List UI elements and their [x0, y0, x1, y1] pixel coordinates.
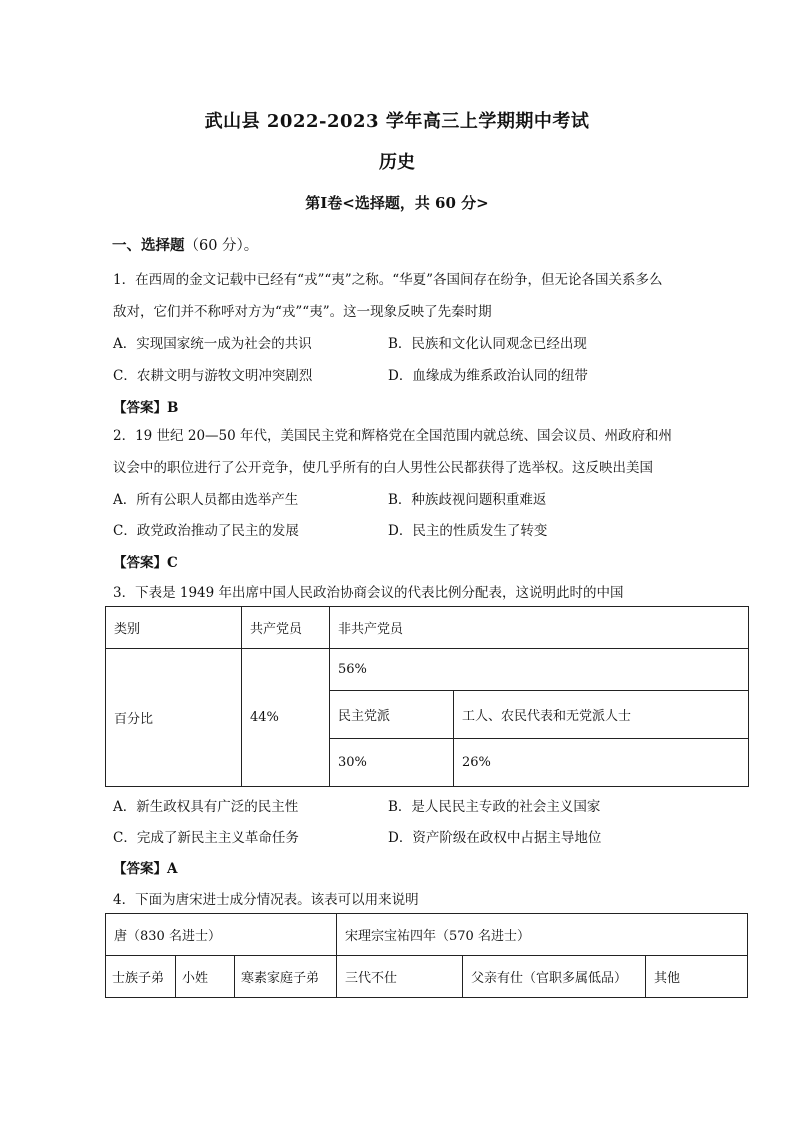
- q3-stem: 3．下表是 1949 年出席中国人民政治协商会议的代表比例分配表，这说明此时的中国: [113, 585, 624, 601]
- q2-option-c: C．政党政治推动了民主的发展: [113, 523, 299, 539]
- q3-noncommunist-percent: 56%: [330, 649, 749, 691]
- part-title: 第Ⅰ卷<选择题，共 60 分>: [305, 194, 489, 212]
- q3-communist-percent: 44%: [242, 649, 330, 787]
- q3-header-category: 类别: [106, 607, 242, 649]
- q4-col-three-generations-no-office: 三代不仕: [337, 956, 463, 998]
- section-heading-label: 一、选择题: [112, 237, 185, 254]
- q3-option-c: C．完成了新民主主义革命任务: [113, 830, 299, 846]
- q3-row-label: 百分比: [106, 649, 242, 787]
- q1-option-a: A．实现国家统一成为社会的共识: [113, 336, 312, 352]
- q1-option-c: C．农耕文明与游牧文明冲突剧烈: [113, 368, 313, 384]
- q3-header-noncommunist: 非共产党员: [330, 607, 749, 649]
- q3-option-b: B．是人民民主专政的社会主义国家: [388, 799, 601, 815]
- q1-stem-line1: 1．在西周的金文记载中已经有“戎”“夷”之称。“华夏”各国间存在纷争，但无论各国关系多么: [113, 272, 663, 288]
- q3-sub-workers-peasants: 工人、农民代表和无党派人士: [454, 691, 749, 739]
- q3-option-d: D．资产阶级在政权中占据主导地位: [388, 830, 602, 846]
- q4-col-father-official: 父亲有仕（官职多属低品）: [463, 956, 646, 998]
- q3-table-row: [106, 649, 749, 691]
- q4-col-poor-family-sons: 寒素家庭子弟: [235, 956, 337, 998]
- q4-col-minor-clans: 小姓: [176, 956, 235, 998]
- q4-col-gentry-sons: 士族子弟: [106, 956, 176, 998]
- q4-header-song: 宋理宗宝祐四年（570 名进士）: [337, 914, 748, 956]
- exam-title: 武山县 2022-2023 学年高三上学期期中考试: [204, 111, 590, 132]
- q3-option-a: A．新生政权具有广泛的民主性: [113, 799, 299, 815]
- q4-table: [105, 913, 748, 998]
- q2-option-a: A．所有公职人员都由选举产生: [113, 492, 299, 508]
- q4-stem: 4．下面为唐宋进士成分情况表。该表可以用来说明: [113, 892, 419, 908]
- q2-stem-line2: 议会中的职位进行了公开竞争，使几乎所有的白人男性公民都获得了选举权。这反映出美国: [113, 460, 653, 476]
- subject-title: 历史: [379, 152, 415, 173]
- q4-table-header-row: [106, 914, 748, 956]
- q3-header-communist: 共产党员: [242, 607, 330, 649]
- q1-answer: 【答案】B: [113, 400, 179, 416]
- q3-democratic-percent: 30%: [330, 739, 454, 787]
- q3-sub-democratic-parties: 民主党派: [330, 691, 454, 739]
- q2-option-d: D．民主的性质发生了转变: [388, 523, 548, 539]
- q1-option-d: D．血缘成为维系政治认同的纽带: [388, 368, 588, 384]
- q4-col-other: 其他: [646, 956, 748, 998]
- q3-answer: 【答案】A: [113, 861, 178, 877]
- section-heading-detail: （60 分）。: [184, 238, 259, 254]
- q1-stem-line2: 敌对，它们并不称呼对方为“戎”“夷”。这一现象反映了先秦时期: [113, 304, 492, 320]
- q2-option-b: B．种族歧视问题积重难返: [388, 492, 547, 508]
- q3-table: [105, 606, 749, 787]
- q2-answer: 【答案】C: [113, 555, 178, 571]
- q4-header-tang: 唐（830 名进士）: [106, 914, 337, 956]
- q4-table-row: [106, 956, 748, 998]
- q3-workers-percent: 26%: [454, 739, 749, 787]
- q1-option-b: B．民族和文化认同观念已经出现: [388, 336, 587, 352]
- q3-table-header-row: [106, 607, 749, 649]
- section-heading: [112, 234, 258, 255]
- q2-stem-line1: 2．19 世纪 20—50 年代，美国民主党和辉格党在全国范围内就总统、国会议员、州政府和州: [113, 428, 672, 444]
